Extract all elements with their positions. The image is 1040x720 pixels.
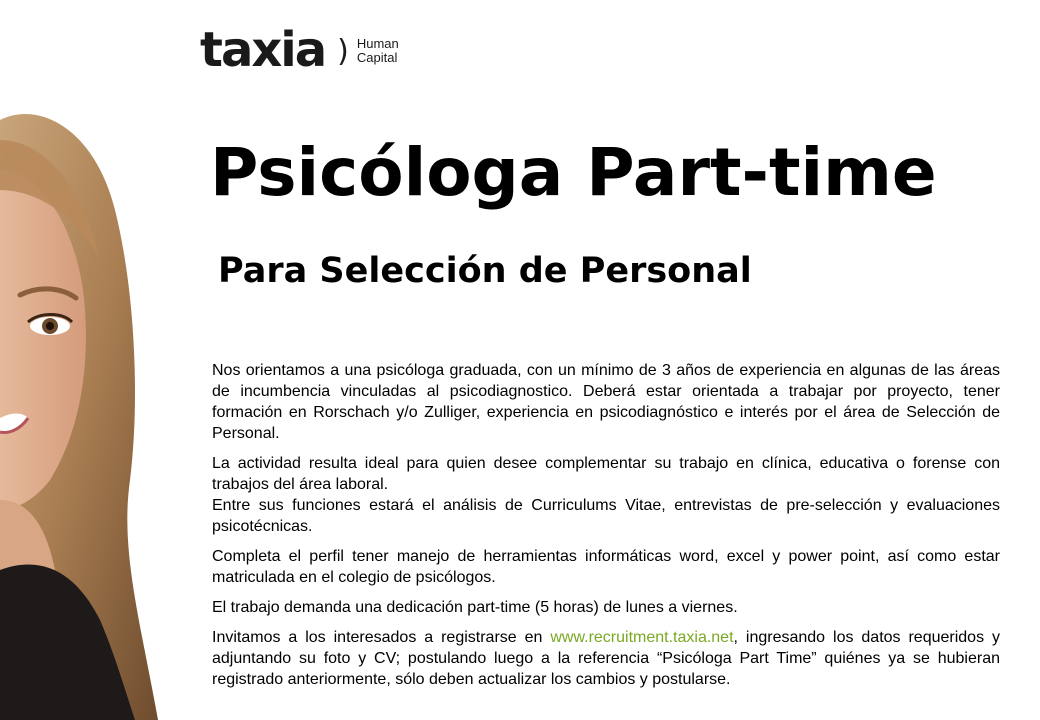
taxia-logo bbox=[200, 22, 399, 78]
job-description bbox=[212, 360, 1000, 699]
application-text-end: , ingresando los datos requeridos y adjuntando su foto y CV; postulando luego a la referencia “Psicóloga Part Time” quiénes ya se hubieran registrado anteriormente, sólo deben actualizar los cambios y postularse. bbox=[212, 629, 1000, 688]
logo-wordmark: taxia bbox=[200, 22, 326, 78]
paragraph-profile: Nos orientamos a una psicóloga graduada, con un mínimo de 3 años de experiencia en algunas de las áreas de incumbencia vinculadas al psicodiagnostico. Deberá estar orientada a trabajar por proyecto, tener formación en Rorschach y/o Zulliger, experiencia en psicodiagnóstico e interés por el área de Selección de Personal. bbox=[212, 362, 1000, 442]
logo-tagline bbox=[357, 37, 399, 65]
woman-portrait-image bbox=[0, 100, 160, 720]
logo-tagline-line1: Human bbox=[356, 36, 399, 51]
paragraph-application bbox=[212, 627, 1000, 690]
paragraph-activity: La actividad resulta ideal para quien desee complementar su trabajo en clínica, educativa o forense con trabajos del área laboral. bbox=[212, 455, 1000, 493]
application-text-start: Invitamos a los interesados a registrarse en bbox=[212, 629, 551, 646]
logo-tagline-line2: Capital bbox=[356, 50, 398, 65]
recruitment-link[interactable]: www.recruitment.taxia.net bbox=[550, 629, 734, 646]
page-subtitle: Para Selección de Personal bbox=[218, 251, 752, 291]
logo-parenthesis: ) bbox=[337, 33, 349, 69]
paragraph-skills: Completa el perfil tener manejo de herramientas informáticas word, excel y power point, así como estar matriculada en el colegio de psicólogos. bbox=[212, 548, 1000, 586]
paragraph-schedule: El trabajo demanda una dedicación part-time (5 horas) de lunes a viernes. bbox=[212, 599, 738, 616]
page-title: Psicóloga Part-time bbox=[210, 134, 937, 211]
paragraph-functions: Entre sus funciones estará el análisis de Curriculums Vitae, entrevistas de pre-selección y evaluaciones psicotécnicas. bbox=[212, 497, 1000, 535]
